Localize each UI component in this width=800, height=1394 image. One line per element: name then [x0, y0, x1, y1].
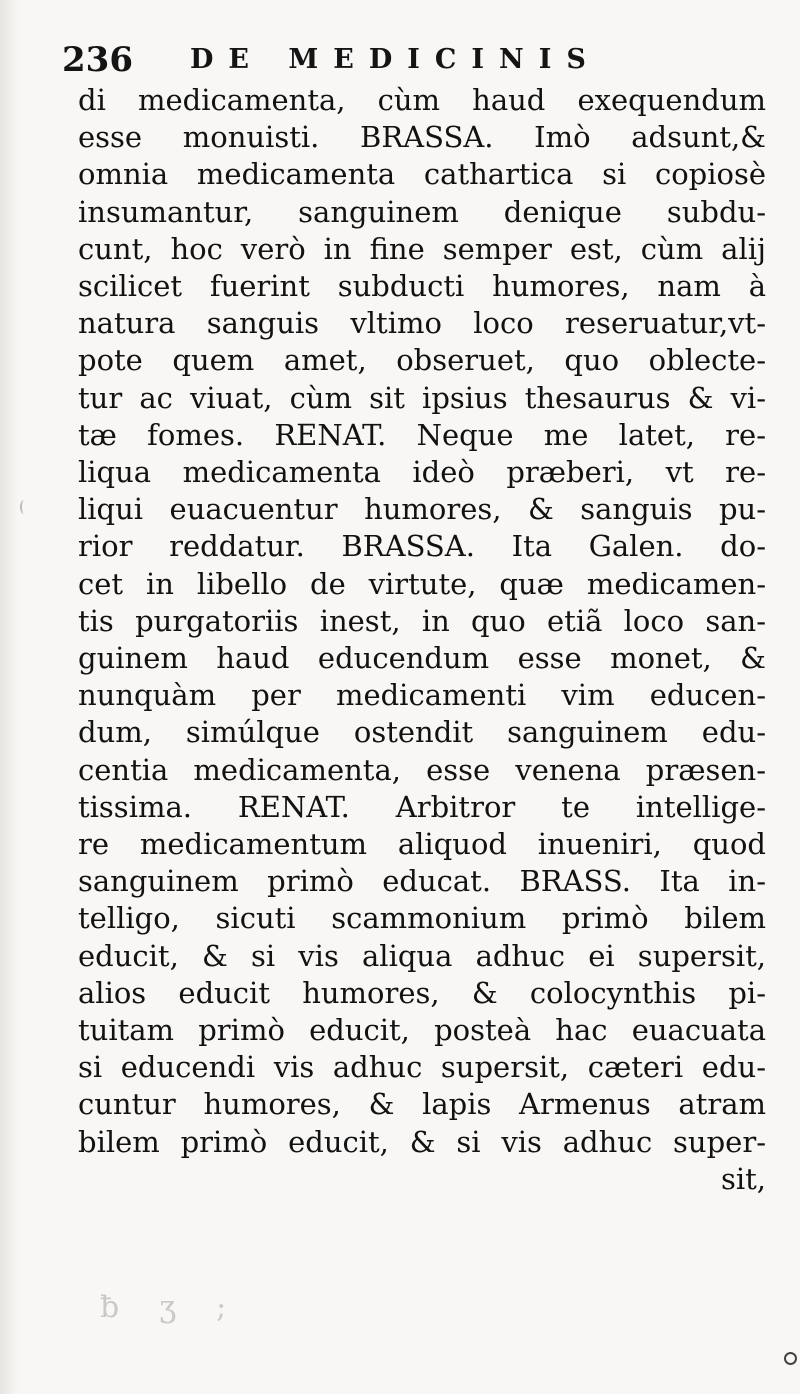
text-line: liqua medicamenta ideò præberi, vt re-	[78, 455, 766, 490]
text-line: sit,	[720, 1161, 766, 1196]
text-line: cunt, hoc verò in fine semper est, cùm alij	[78, 231, 766, 266]
page-edge-shadow	[0, 0, 18, 1394]
text-line: omnia medicamenta cathartica si copiosè	[78, 157, 766, 192]
running-head: DE MEDICINIS	[190, 44, 601, 75]
text-line: tur ac viuat, cùm sit ipsius thesaurus & vi-	[78, 380, 766, 415]
page-header	[62, 40, 722, 80]
text-line: telligo, sicuti scammonium primò bilem	[78, 901, 766, 936]
text-line: nunquàm per medicamenti vim educen-	[78, 678, 766, 713]
text-line: cet in libello de virtute, quæ medicamen-	[78, 566, 766, 601]
text-line: centia medicamenta, esse venena præsen-	[78, 752, 766, 787]
show-through-ink: ƀʒ;	[100, 1290, 267, 1325]
text-line: tæ fomes. RENAT. Neque me latet, re-	[78, 417, 766, 452]
text-line: di medicamenta, cùm haud exequendum	[78, 83, 766, 117]
text-line: tis purgatoriis inest, in quo etiã loco san-	[78, 603, 766, 638]
text-line: tissima. RENAT. Arbitror te intellige-	[78, 789, 766, 824]
page-number: 236	[62, 40, 133, 80]
text-line: si educendi vis adhuc supersit, cæteri edu-	[78, 1050, 766, 1085]
text-line: pote quem amet, obseruet, quo oblecte-	[78, 343, 766, 378]
text-line: esse monuisti. BRASSA. Imò adsunt,&	[78, 120, 766, 155]
margin-mark-left	[20, 500, 28, 514]
text-line: guinem haud educendum esse monet, &	[78, 641, 766, 676]
text-line: dum, simúlque ostendit sanguinem edu-	[78, 715, 766, 750]
margin-mark	[784, 1352, 797, 1365]
text-line: scilicet fuerint subducti humores, nam à	[78, 269, 766, 304]
text-line: educit, & si vis aliqua adhuc ei supersit,	[78, 938, 766, 973]
text-line: re medicamentum aliquod inueniri, quod	[78, 827, 766, 862]
text-line: cuntur humores, & lapis Armenus atram	[78, 1087, 766, 1122]
text-line: insumantur, sanguinem denique subdu-	[78, 194, 766, 229]
text-line: sanguinem primò educat. BRASS. Ita in-	[78, 864, 766, 899]
text-line: liqui euacuentur humores, & sanguis pu-	[78, 492, 766, 527]
text-line: natura sanguis vltimo loco reseruatur,vt-	[78, 306, 766, 341]
text-line: tuitam primò educit, posteà hac euacuata	[78, 1013, 766, 1048]
text-line: rior reddatur. BRASSA. Ita Galen. do-	[78, 529, 766, 564]
text-line: alios educit humores, & colocynthis pi-	[78, 975, 766, 1010]
text-line: bilem primò educit, & si vis adhuc super-	[78, 1124, 766, 1159]
body-text	[78, 82, 766, 1198]
